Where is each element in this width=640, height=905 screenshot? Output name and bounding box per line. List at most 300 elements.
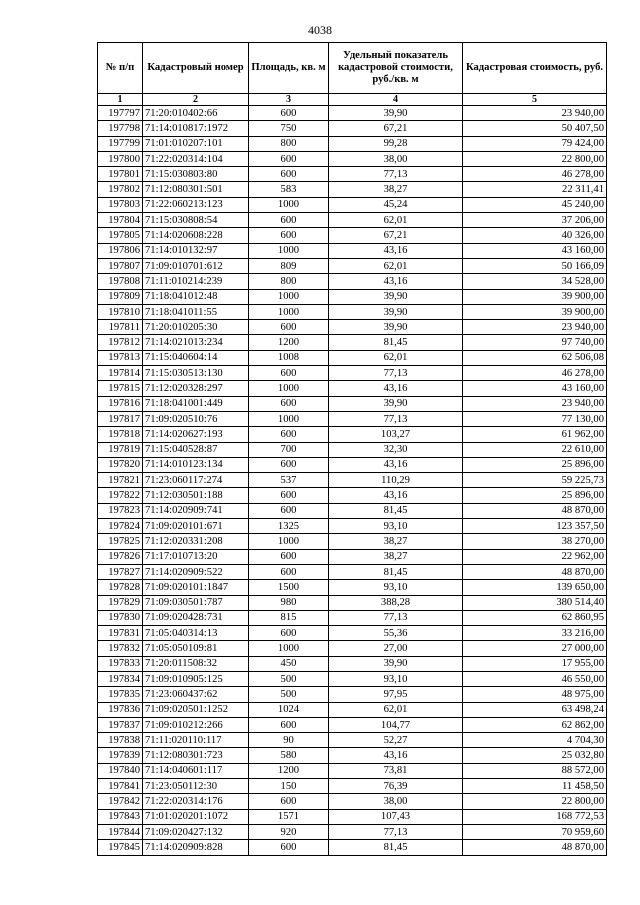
cell-area: 1325 [249,519,329,534]
table-row [98,106,607,121]
cell-cadastral-value: 22 800,00 [463,151,607,166]
cell-specific-value: 43,16 [329,274,463,289]
table-row [98,411,607,426]
cell-area: 1008 [249,350,329,365]
table-row [98,335,607,350]
cell-cadastral-value: 77 130,00 [463,411,607,426]
cell-cadastral-number: 71:18:041001:449 [143,396,249,411]
cell-cadastral-value: 380 514,40 [463,595,607,610]
column-number: 2 [143,94,249,106]
cell-cadastral-number: 71:12:080301:723 [143,748,249,763]
header-cadastral-number: Кадастровый номер [143,43,249,94]
header-area: Площадь, кв. м [249,43,329,94]
cell-area: 1000 [249,243,329,258]
cell-cadastral-number: 71:09:020510:76 [143,411,249,426]
cell-row-number: 197837 [98,717,143,732]
cell-cadastral-value: 34 528,00 [463,274,607,289]
cell-cadastral-number: 71:14:020909:828 [143,840,249,855]
cell-area: 90 [249,733,329,748]
cell-area: 600 [249,503,329,518]
cell-cadastral-number: 71:09:030501:787 [143,595,249,610]
table-row [98,473,607,488]
cell-area: 583 [249,182,329,197]
cell-cadastral-number: 71:14:020909:741 [143,503,249,518]
table-row [98,366,607,381]
cell-row-number: 197803 [98,197,143,212]
cell-specific-value: 93,10 [329,671,463,686]
table-row [98,809,607,824]
table-row [98,717,607,732]
cell-specific-value: 39,90 [329,106,463,121]
cell-area: 1000 [249,289,329,304]
cadastral-value-table [97,42,607,856]
cell-cadastral-value: 4 704,30 [463,733,607,748]
cell-area: 600 [249,794,329,809]
cell-cadastral-number: 71:09:010212:266 [143,717,249,732]
cell-cadastral-number: 71:15:040604:14 [143,350,249,365]
table-row [98,641,607,656]
cell-specific-value: 104,77 [329,717,463,732]
cell-row-number: 197835 [98,687,143,702]
cell-specific-value: 77,13 [329,366,463,381]
cell-cadastral-value: 46 278,00 [463,167,607,182]
cell-specific-value: 67,21 [329,228,463,243]
table-row [98,396,607,411]
cell-cadastral-number: 71:22:020314:104 [143,151,249,166]
cell-row-number: 197827 [98,564,143,579]
cell-row-number: 197798 [98,121,143,136]
cell-row-number: 197844 [98,824,143,839]
cell-area: 600 [249,213,329,228]
cell-area: 600 [249,840,329,855]
column-number: 1 [98,94,143,106]
cell-row-number: 197806 [98,243,143,258]
cell-row-number: 197842 [98,794,143,809]
cell-row-number: 197839 [98,748,143,763]
cell-cadastral-value: 25 032,80 [463,748,607,763]
cell-cadastral-value: 22 610,00 [463,442,607,457]
cell-cadastral-number: 71:15:030513:130 [143,366,249,381]
cell-cadastral-value: 25 896,00 [463,488,607,503]
table-row [98,626,607,641]
cell-area: 980 [249,595,329,610]
cell-area: 1000 [249,534,329,549]
table-row [98,182,607,197]
table-row [98,320,607,335]
cell-row-number: 197838 [98,733,143,748]
cell-cadastral-number: 71:14:010817:1972 [143,121,249,136]
cell-cadastral-value: 63 498,24 [463,702,607,717]
cell-cadastral-value: 33 216,00 [463,626,607,641]
table-row [98,258,607,273]
header-row [98,43,607,94]
table-row [98,779,607,794]
cell-cadastral-number: 71:09:010701:612 [143,258,249,273]
header-row-number: № п/п [98,43,143,94]
cell-cadastral-number: 71:05:040314:13 [143,626,249,641]
cell-cadastral-number: 71:12:080301:501 [143,182,249,197]
cell-area: 1571 [249,809,329,824]
cell-cadastral-number: 71:14:040601:117 [143,763,249,778]
table-row [98,610,607,625]
table-row [98,228,607,243]
table-row [98,564,607,579]
page-number: 4038 [308,23,332,37]
cell-cadastral-value: 62 506,08 [463,350,607,365]
cell-specific-value: 27,00 [329,641,463,656]
cell-cadastral-number: 71:23:050112:30 [143,779,249,794]
cell-area: 600 [249,320,329,335]
cell-cadastral-value: 46 278,00 [463,366,607,381]
cell-row-number: 197845 [98,840,143,855]
cell-row-number: 197816 [98,396,143,411]
cell-area: 1500 [249,580,329,595]
cell-cadastral-value: 79 424,00 [463,136,607,151]
cell-area: 600 [249,717,329,732]
cell-row-number: 197801 [98,167,143,182]
cell-area: 750 [249,121,329,136]
cell-cadastral-number: 71:14:020608:228 [143,228,249,243]
cell-row-number: 197805 [98,228,143,243]
cell-specific-value: 77,13 [329,824,463,839]
cell-cadastral-value: 17 955,00 [463,656,607,671]
cell-cadastral-number: 71:20:010402:66 [143,106,249,121]
cell-cadastral-value: 25 896,00 [463,457,607,472]
table-row [98,197,607,212]
cell-specific-value: 97,95 [329,687,463,702]
table-row [98,656,607,671]
cell-row-number: 197812 [98,335,143,350]
cell-specific-value: 39,90 [329,304,463,319]
table-body [98,106,607,856]
cell-cadastral-value: 46 550,00 [463,671,607,686]
cell-row-number: 197814 [98,366,143,381]
cell-area: 1000 [249,304,329,319]
cell-row-number: 197832 [98,641,143,656]
cell-cadastral-number: 71:14:010132:97 [143,243,249,258]
cell-row-number: 197800 [98,151,143,166]
cell-cadastral-number: 71:14:020627:193 [143,427,249,442]
cell-area: 600 [249,457,329,472]
table-row [98,381,607,396]
cell-area: 1024 [249,702,329,717]
cell-cadastral-number: 71:14:020909:522 [143,564,249,579]
cell-specific-value: 38,00 [329,794,463,809]
cell-cadastral-number: 71:09:020101:1847 [143,580,249,595]
cell-cadastral-value: 39 900,00 [463,289,607,304]
cell-cadastral-number: 71:05:050109:81 [143,641,249,656]
table-row [98,503,607,518]
cell-row-number: 197799 [98,136,143,151]
cell-area: 600 [249,564,329,579]
cell-cadastral-number: 71:14:021013:234 [143,335,249,350]
cell-specific-value: 39,90 [329,289,463,304]
table-row [98,442,607,457]
cell-row-number: 197824 [98,519,143,534]
cell-cadastral-value: 22 800,00 [463,794,607,809]
cell-area: 600 [249,626,329,641]
cell-specific-value: 81,45 [329,564,463,579]
cell-specific-value: 62,01 [329,702,463,717]
column-number: 5 [463,94,607,106]
table-row [98,534,607,549]
cell-area: 500 [249,687,329,702]
cell-cadastral-number: 71:15:040528:87 [143,442,249,457]
cell-specific-value: 55,36 [329,626,463,641]
table-row [98,763,607,778]
cell-area: 600 [249,488,329,503]
cell-cadastral-number: 71:17:010713:20 [143,549,249,564]
cell-cadastral-number: 71:12:030501:188 [143,488,249,503]
cell-specific-value: 103,27 [329,427,463,442]
cell-area: 600 [249,366,329,381]
cell-specific-value: 81,45 [329,840,463,855]
table-row [98,748,607,763]
cell-cadastral-number: 71:23:060117:274 [143,473,249,488]
cell-cadastral-value: 45 240,00 [463,197,607,212]
cell-area: 1000 [249,411,329,426]
cell-cadastral-number: 71:09:020428:731 [143,610,249,625]
cell-cadastral-number: 71:09:020101:671 [143,519,249,534]
cell-area: 580 [249,748,329,763]
cell-cadastral-number: 71:09:010905:125 [143,671,249,686]
cell-specific-value: 81,45 [329,503,463,518]
cell-specific-value: 32,30 [329,442,463,457]
cell-cadastral-value: 38 270,00 [463,534,607,549]
cell-area: 150 [249,779,329,794]
cell-row-number: 197815 [98,381,143,396]
cell-row-number: 197797 [98,106,143,121]
cell-cadastral-value: 61 962,00 [463,427,607,442]
cell-area: 600 [249,167,329,182]
cell-cadastral-number: 71:23:060437:62 [143,687,249,702]
cell-area: 800 [249,274,329,289]
cell-cadastral-value: 23 940,00 [463,320,607,335]
cell-specific-value: 43,16 [329,488,463,503]
cell-specific-value: 76,39 [329,779,463,794]
cell-specific-value: 38,27 [329,549,463,564]
cell-cadastral-number: 71:20:010205:30 [143,320,249,335]
cell-specific-value: 38,27 [329,534,463,549]
cell-row-number: 197826 [98,549,143,564]
cell-specific-value: 38,00 [329,151,463,166]
cell-specific-value: 93,10 [329,519,463,534]
cell-cadastral-value: 70 959,60 [463,824,607,839]
cell-cadastral-value: 50 407,50 [463,121,607,136]
cell-cadastral-number: 71:22:020314:176 [143,794,249,809]
cell-row-number: 197809 [98,289,143,304]
cell-specific-value: 62,01 [329,213,463,228]
cell-specific-value: 110,29 [329,473,463,488]
cell-specific-value: 45,24 [329,197,463,212]
cell-area: 500 [249,671,329,686]
cell-cadastral-number: 71:15:030803:80 [143,167,249,182]
cell-row-number: 197831 [98,626,143,641]
cell-cadastral-number: 71:18:041011:55 [143,304,249,319]
cell-row-number: 197843 [98,809,143,824]
cell-row-number: 197828 [98,580,143,595]
cell-cadastral-value: 22 962,00 [463,549,607,564]
cell-row-number: 197804 [98,213,143,228]
table-row [98,136,607,151]
column-number: 3 [249,94,329,106]
cell-specific-value: 62,01 [329,350,463,365]
column-number-row [98,94,607,106]
cell-area: 600 [249,106,329,121]
cell-row-number: 197813 [98,350,143,365]
cell-row-number: 197807 [98,258,143,273]
cell-row-number: 197810 [98,304,143,319]
cell-area: 1000 [249,641,329,656]
cell-area: 809 [249,258,329,273]
cell-specific-value: 81,45 [329,335,463,350]
cell-cadastral-number: 71:20:011508:32 [143,656,249,671]
cell-specific-value: 77,13 [329,411,463,426]
cell-row-number: 197819 [98,442,143,457]
cell-specific-value: 43,16 [329,748,463,763]
cell-cadastral-value: 62 862,00 [463,717,607,732]
table-row [98,427,607,442]
cell-cadastral-number: 71:15:030808:54 [143,213,249,228]
cell-row-number: 197818 [98,427,143,442]
cell-cadastral-number: 71:01:020201:1072 [143,809,249,824]
cell-row-number: 197823 [98,503,143,518]
table-row [98,488,607,503]
cell-area: 1000 [249,381,329,396]
table-row [98,794,607,809]
cell-cadastral-value: 22 311,41 [463,182,607,197]
table-row [98,549,607,564]
table-row [98,350,607,365]
cell-specific-value: 43,16 [329,243,463,258]
header-cadastral-value: Кадастровая стоимость, руб. [463,43,607,94]
table-row [98,824,607,839]
cell-row-number: 197817 [98,411,143,426]
cell-area: 1200 [249,335,329,350]
cell-cadastral-value: 62 860,95 [463,610,607,625]
cell-cadastral-value: 11 458,50 [463,779,607,794]
cell-cadastral-number: 71:12:020328:297 [143,381,249,396]
cell-area: 815 [249,610,329,625]
table-row [98,151,607,166]
table-row [98,213,607,228]
table-row [98,274,607,289]
cell-area: 1200 [249,763,329,778]
table-row [98,702,607,717]
cell-specific-value: 52,27 [329,733,463,748]
cell-area: 537 [249,473,329,488]
cell-cadastral-value: 139 650,00 [463,580,607,595]
cell-area: 700 [249,442,329,457]
cell-cadastral-value: 48 975,00 [463,687,607,702]
cell-cadastral-value: 39 900,00 [463,304,607,319]
cell-cadastral-value: 48 870,00 [463,840,607,855]
cell-row-number: 197825 [98,534,143,549]
cell-cadastral-value: 48 870,00 [463,564,607,579]
cell-cadastral-value: 59 225,73 [463,473,607,488]
column-number: 4 [329,94,463,106]
cell-cadastral-number: 71:11:020110:117 [143,733,249,748]
cell-row-number: 197834 [98,671,143,686]
cell-specific-value: 107,43 [329,809,463,824]
table-row [98,243,607,258]
cell-specific-value: 388,28 [329,595,463,610]
cell-cadastral-number: 71:22:060213:123 [143,197,249,212]
cell-cadastral-value: 43 160,00 [463,243,607,258]
table-row [98,671,607,686]
cell-row-number: 197836 [98,702,143,717]
cell-area: 1000 [249,197,329,212]
cell-cadastral-value: 27 000,00 [463,641,607,656]
cell-specific-value: 39,90 [329,656,463,671]
cell-area: 600 [249,549,329,564]
table-row [98,519,607,534]
cell-area: 800 [249,136,329,151]
table-row [98,580,607,595]
cell-row-number: 197820 [98,457,143,472]
cell-cadastral-value: 97 740,00 [463,335,607,350]
table-row [98,289,607,304]
cell-specific-value: 93,10 [329,580,463,595]
cell-cadastral-number: 71:09:020501:1252 [143,702,249,717]
cell-area: 920 [249,824,329,839]
header-specific-value: Удельный показатель кадастровой стоимости, руб./кв. м [329,43,463,94]
cell-row-number: 197808 [98,274,143,289]
table-row [98,167,607,182]
cell-cadastral-value: 48 870,00 [463,503,607,518]
cell-cadastral-value: 168 772,53 [463,809,607,824]
cell-cadastral-value: 37 206,00 [463,213,607,228]
cell-area: 600 [249,396,329,411]
cell-row-number: 197840 [98,763,143,778]
cell-cadastral-value: 40 326,00 [463,228,607,243]
cell-cadastral-value: 123 357,50 [463,519,607,534]
cell-specific-value: 77,13 [329,610,463,625]
cell-area: 600 [249,228,329,243]
table-row [98,457,607,472]
table-row [98,733,607,748]
cell-row-number: 197830 [98,610,143,625]
cell-area: 600 [249,151,329,166]
cell-specific-value: 62,01 [329,258,463,273]
cell-cadastral-value: 43 160,00 [463,381,607,396]
cell-row-number: 197829 [98,595,143,610]
cell-cadastral-value: 23 940,00 [463,106,607,121]
cell-specific-value: 73,81 [329,763,463,778]
cell-specific-value: 77,13 [329,167,463,182]
cell-specific-value: 38,27 [329,182,463,197]
cell-specific-value: 39,90 [329,320,463,335]
cell-cadastral-number: 71:09:020427:132 [143,824,249,839]
cell-cadastral-number: 71:01:010207:101 [143,136,249,151]
cell-row-number: 197802 [98,182,143,197]
table-row [98,687,607,702]
cell-row-number: 197822 [98,488,143,503]
cell-specific-value: 39,90 [329,396,463,411]
table-row [98,840,607,855]
cell-area: 450 [249,656,329,671]
cell-area: 600 [249,427,329,442]
cell-cadastral-number: 71:18:041012:48 [143,289,249,304]
cell-specific-value: 43,16 [329,381,463,396]
cell-specific-value: 99,28 [329,136,463,151]
cell-cadastral-value: 23 940,00 [463,396,607,411]
cell-cadastral-number: 71:11:010214:239 [143,274,249,289]
cell-specific-value: 43,16 [329,457,463,472]
table-row [98,595,607,610]
cell-row-number: 197811 [98,320,143,335]
cell-row-number: 197821 [98,473,143,488]
